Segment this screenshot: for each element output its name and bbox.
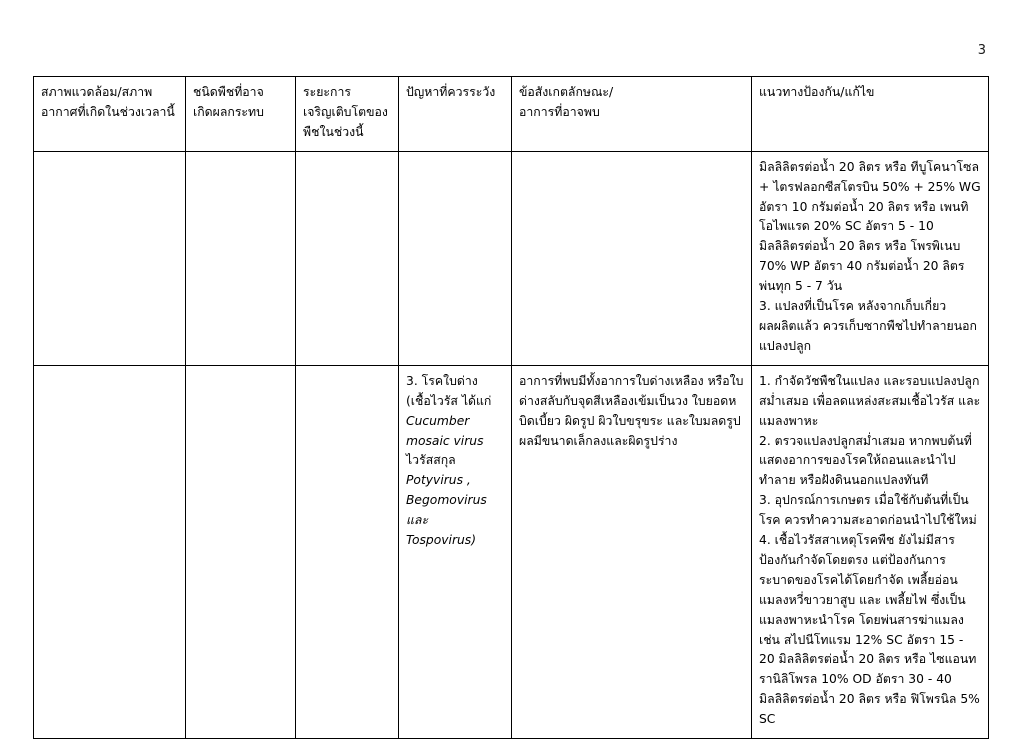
problem-line: Begomovirus และ	[406, 493, 487, 528]
cell-guidance	[752, 151, 989, 365]
cell-environment	[34, 365, 186, 738]
column-header-crop	[186, 77, 296, 152]
problem-line: Cucumber	[406, 413, 470, 428]
cell-symptom	[512, 151, 752, 365]
guidance-paragraph: 3. แปลงที่เป็นโรค หลังจากเก็บเกี่ยวผลผลิตแล้ว ควรเก็บซากพืชไปทำลายนอกแปลงปลูก	[759, 299, 977, 353]
problem-line: mosaic virus	[406, 433, 484, 448]
cell-problem	[399, 151, 512, 365]
cell-crop	[186, 365, 296, 738]
table-header-row	[34, 77, 989, 152]
cell-stage	[296, 365, 399, 738]
column-header-guidance	[752, 77, 989, 152]
cell-guidance	[752, 365, 989, 738]
column-header-stage-line-2: เจริญเติบโตของ	[303, 104, 388, 119]
guidance-paragraph: 3. อุปกรณ์การเกษตร เมื่อใช้กับต้นที่เป็นโรค ควรทำความสะอาดก่อนนำไปใช้ใหม่	[759, 493, 977, 528]
table-body	[34, 151, 989, 738]
symptom-paragraph: อาการที่พบมีทั้งอาการใบด่างเหลือง หรือใบด่างสลับกับจุดสีเหลืองเข้มเป็นวง ใบยอดหบิดเบี้ยว ผิดรูป ผิวใบขรุขระ และใบมลดรูป ผลมีขนาดเล็กลงและผิดรูปร่าง	[519, 373, 744, 448]
problem-line: 3. โรคใบด่าง	[406, 373, 478, 388]
problem-line: (เชื้อไวรัส ได้แก่	[406, 393, 492, 408]
problem-line: Tospovirus)	[406, 533, 476, 548]
column-header-symptom-line-2: อาการที่อาจพบ	[519, 104, 600, 119]
column-header-symptom-line-1: ข้อสังเกตลักษณะ/	[519, 85, 614, 99]
column-header-problem-line-1: ปัญหาที่ควรระวัง	[406, 85, 496, 99]
table-header	[34, 77, 989, 152]
table-row	[34, 365, 989, 738]
cell-problem	[399, 365, 512, 738]
cell-environment	[34, 151, 186, 365]
guidance-paragraph: มิลลิลิตรต่อน้ำ 20 ลิตร หรือ ทีบูโคนาโซล + ไตรฟลอกซีสโตรบิน 50% + 25% WG อัตรา 10 กรัมต่อน้ำ 20 ลิตร หรือ เพนทิโอไพแรด 20% SC อัตรา 5 - 10 มิลลิลิตรต่อน้ำ 20 ลิตร หรือ โพรพิเนบ 70% WP อัตรา 40 กรัมต่อน้ำ 20 ลิตร พ่นทุก 5 - 7 วัน	[759, 159, 981, 294]
cell-crop	[186, 151, 296, 365]
cell-stage	[296, 151, 399, 365]
guidance-paragraph: 1. กำจัดวัชพืชในแปลง และรอบแปลงปลูกสม่ำเสมอ เพื่อลดแหล่งสะสมเชื้อไวรัส และแมลงพาหะ	[759, 373, 981, 428]
column-header-environment	[34, 77, 186, 152]
column-header-guidance-line-1: แนวทางป้องกัน/แก้ไข	[759, 85, 875, 99]
column-header-problem	[399, 77, 512, 152]
page-number: 3	[977, 43, 986, 58]
column-header-crop-line-1: ชนิดพืชที่อาจ	[193, 85, 264, 99]
table-row	[34, 151, 989, 365]
column-header-symptom	[512, 77, 752, 152]
column-header-crop-line-2: เกิดผลกระทบ	[193, 104, 264, 119]
column-header-stage-line-1: ระยะการ	[303, 85, 351, 99]
problem-line: Potyvirus ,	[406, 473, 471, 488]
guidance-paragraph: 4. เชื้อไวรัสสาเหตุโรคพืช ยังไม่มีสารป้องกันกำจัดโดยตรง แต่ป้องกันการระบาดของโรคได้โดยกำจัด เพลี้ยอ่อน แมลงหวี่ขาวยาสูบ และ เพลี้ยไฟ ซึ่งเป็นแมลงพาหะนำโรค โดยพ่นสารฆ่าแมลง เช่น สไปนีโทแรม 12% SC อัตรา 15 - 20 มิลลิลิตรต่อน้ำ 20 ลิตร หรือ ไซแอนทรานิลิโพรล 10% OD อัตรา 30 - 40 มิลลิลิตรต่อน้ำ 20 ลิตร หรือ ฟิโพรนิล 5% SC	[759, 533, 980, 727]
column-header-stage	[296, 77, 399, 152]
guidance-paragraph: 2. ตรวจแปลงปลูกสม่ำเสมอ หากพบต้นที่แสดงอาการของโรคให้ถอนและนำไปทำลาย หรือฝังดินนอกแปลงทันที	[759, 433, 972, 488]
problem-line: ไวรัสสกุล	[406, 453, 456, 468]
column-header-stage-line-3: พืชในช่วงนี้	[303, 124, 364, 139]
column-header-environment-line-1: สภาพแวดล้อม/สภาพ	[41, 85, 153, 99]
cell-symptom	[512, 365, 752, 738]
column-header-environment-line-2: อากาศที่เกิดในช่วงเวลานี้	[41, 104, 175, 119]
advisory-table	[33, 76, 989, 739]
